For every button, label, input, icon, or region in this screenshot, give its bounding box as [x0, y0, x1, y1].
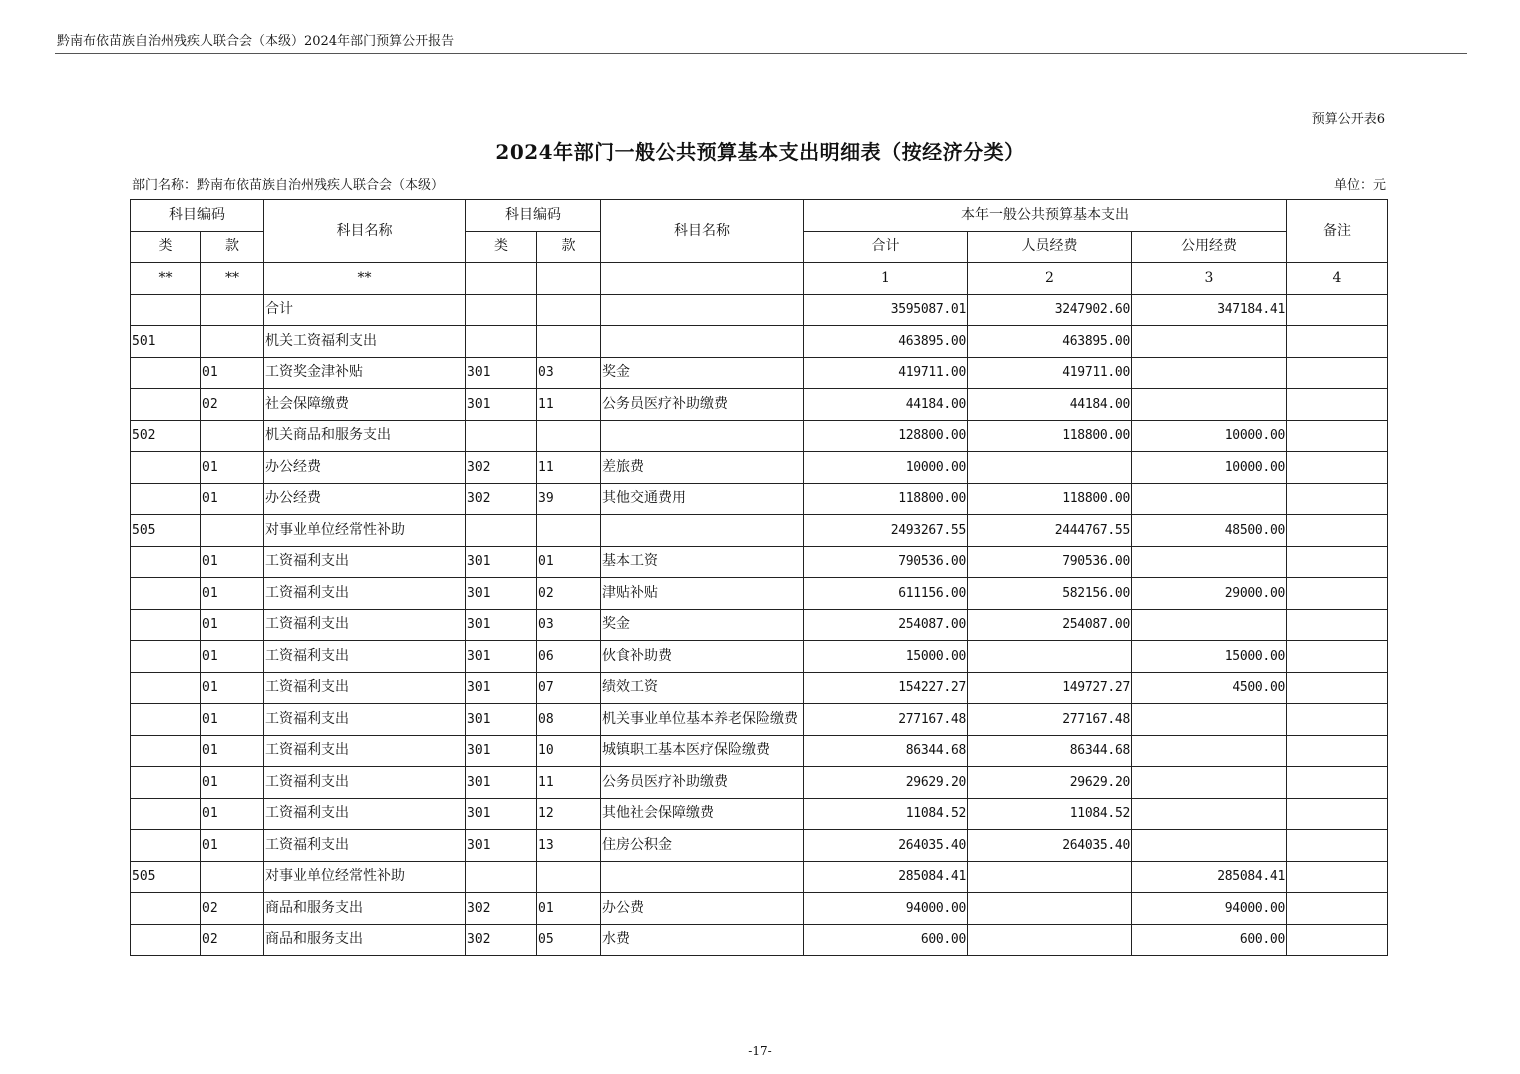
- table-row: [131, 861, 1388, 893]
- index-cell: **: [131, 263, 201, 295]
- subject-name-cell: 工资福利支出: [264, 767, 466, 799]
- total-amount-cell: 254087.00: [804, 609, 968, 641]
- remark-cell: [1287, 798, 1388, 830]
- econ-subject-name-cell: 奖金: [601, 357, 804, 389]
- public-amount-cell: [1132, 735, 1287, 767]
- category-code-cell: [131, 294, 201, 326]
- section-code-cell: 01: [201, 357, 264, 389]
- econ-category-code-cell: 301: [466, 735, 537, 767]
- public-amount-cell: 94000.00: [1132, 893, 1287, 925]
- total-amount-cell: 285084.41: [804, 861, 968, 893]
- econ-category-code-cell: 301: [466, 672, 537, 704]
- budget-table: [130, 199, 1388, 956]
- econ-section-code-cell: 05: [537, 924, 601, 956]
- econ-section-code-cell: 13: [537, 830, 601, 862]
- personnel-amount-cell: 11084.52: [968, 798, 1132, 830]
- category-code-cell: 505: [131, 515, 201, 547]
- table-row: [131, 515, 1388, 547]
- remark-cell: [1287, 767, 1388, 799]
- col-code-group: 科目编码: [131, 200, 264, 232]
- total-amount-cell: 118800.00: [804, 483, 968, 515]
- econ-subject-name-cell: 机关事业单位基本养老保险缴费: [601, 704, 804, 736]
- econ-section-code-cell: 07: [537, 672, 601, 704]
- section-code-cell: 02: [201, 893, 264, 925]
- total-amount-cell: 3595087.01: [804, 294, 968, 326]
- section-code-cell: [201, 515, 264, 547]
- subject-name-cell: 工资福利支出: [264, 672, 466, 704]
- category-code-cell: [131, 546, 201, 578]
- page-number: -17-: [748, 1044, 772, 1058]
- index-cell: [601, 263, 804, 295]
- subject-name-cell: 工资福利支出: [264, 735, 466, 767]
- table-row: [131, 672, 1388, 704]
- subject-name-cell: 工资福利支出: [264, 546, 466, 578]
- index-cell: **: [264, 263, 466, 295]
- public-amount-cell: [1132, 767, 1287, 799]
- econ-section-code-cell: [537, 861, 601, 893]
- econ-subject-name-cell: 水费: [601, 924, 804, 956]
- remark-cell: [1287, 326, 1388, 358]
- remark-cell: [1287, 830, 1388, 862]
- personnel-amount-cell: 118800.00: [968, 483, 1132, 515]
- public-amount-cell: 285084.41: [1132, 861, 1287, 893]
- public-amount-cell: [1132, 357, 1287, 389]
- table-row: [131, 483, 1388, 515]
- remark-cell: [1287, 452, 1388, 484]
- econ-section-code-cell: [537, 326, 601, 358]
- econ-section-code-cell: 10: [537, 735, 601, 767]
- personnel-amount-cell: 44184.00: [968, 389, 1132, 421]
- table-row: [131, 704, 1388, 736]
- remark-cell: [1287, 546, 1388, 578]
- personnel-amount-cell: [968, 924, 1132, 956]
- personnel-amount-cell: [968, 861, 1132, 893]
- index-cell: **: [201, 263, 264, 295]
- econ-category-code-cell: 301: [466, 830, 537, 862]
- public-amount-cell: 48500.00: [1132, 515, 1287, 547]
- index-cell: [466, 263, 537, 295]
- total-amount-cell: 15000.00: [804, 641, 968, 673]
- personnel-amount-cell: 419711.00: [968, 357, 1132, 389]
- category-code-cell: [131, 483, 201, 515]
- category-code-cell: [131, 767, 201, 799]
- personnel-amount-cell: 29629.20: [968, 767, 1132, 799]
- category-code-cell: [131, 609, 201, 641]
- econ-category-code-cell: 301: [466, 704, 537, 736]
- col-expense-group: 本年一般公共预算基本支出: [804, 200, 1287, 232]
- header-divider: [55, 53, 1467, 54]
- remark-cell: [1287, 578, 1388, 610]
- personnel-amount-cell: 2444767.55: [968, 515, 1132, 547]
- subject-name-cell: 工资福利支出: [264, 578, 466, 610]
- personnel-amount-cell: [968, 641, 1132, 673]
- econ-section-code-cell: 39: [537, 483, 601, 515]
- section-code-cell: 01: [201, 483, 264, 515]
- table-row: [131, 420, 1388, 452]
- category-code-cell: [131, 357, 201, 389]
- personnel-amount-cell: 86344.68: [968, 735, 1132, 767]
- public-amount-cell: 10000.00: [1132, 452, 1287, 484]
- table-row: [131, 578, 1388, 610]
- econ-section-code-cell: 08: [537, 704, 601, 736]
- subject-name-cell: 工资奖金津补贴: [264, 357, 466, 389]
- col-econ-name: 科目名称: [601, 200, 804, 263]
- document-header: 黔南布依苗族自治州残疾人联合会（本级）2024年部门预算公开报告: [57, 34, 455, 49]
- total-amount-cell: 86344.68: [804, 735, 968, 767]
- col-econ-category: 类: [466, 231, 537, 263]
- econ-category-code-cell: 301: [466, 389, 537, 421]
- category-code-cell: [131, 641, 201, 673]
- total-amount-cell: 128800.00: [804, 420, 968, 452]
- section-code-cell: 01: [201, 704, 264, 736]
- econ-category-code-cell: 301: [466, 767, 537, 799]
- col-econ-code-group: 科目编码: [466, 200, 601, 232]
- section-code-cell: 02: [201, 924, 264, 956]
- econ-section-code-cell: 12: [537, 798, 601, 830]
- subject-name-cell: 商品和服务支出: [264, 924, 466, 956]
- remark-cell: [1287, 515, 1388, 547]
- public-amount-cell: 29000.00: [1132, 578, 1287, 610]
- econ-subject-name-cell: 城镇职工基本医疗保险缴费: [601, 735, 804, 767]
- section-code-cell: [201, 326, 264, 358]
- econ-subject-name-cell: 其他社会保障缴费: [601, 798, 804, 830]
- personnel-amount-cell: 118800.00: [968, 420, 1132, 452]
- table-row: [131, 294, 1388, 326]
- public-amount-cell: [1132, 798, 1287, 830]
- category-code-cell: [131, 893, 201, 925]
- personnel-amount-cell: 149727.27: [968, 672, 1132, 704]
- subject-name-cell: 对事业单位经常性补助: [264, 861, 466, 893]
- public-amount-cell: 10000.00: [1132, 420, 1287, 452]
- table-row: [131, 830, 1388, 862]
- section-code-cell: 02: [201, 389, 264, 421]
- econ-section-code-cell: [537, 420, 601, 452]
- econ-subject-name-cell: [601, 861, 804, 893]
- remark-cell: [1287, 357, 1388, 389]
- subject-name-cell: 社会保障缴费: [264, 389, 466, 421]
- table-title: 2024年部门一般公共预算基本支出明细表（按经济分类）: [495, 140, 1025, 164]
- category-code-cell: 501: [131, 326, 201, 358]
- index-cell: 2: [968, 263, 1132, 295]
- econ-category-code-cell: 301: [466, 357, 537, 389]
- econ-section-code-cell: 06: [537, 641, 601, 673]
- econ-subject-name-cell: 其他交通费用: [601, 483, 804, 515]
- table-row: [131, 924, 1388, 956]
- table-row: [131, 546, 1388, 578]
- econ-section-code-cell: 01: [537, 546, 601, 578]
- category-code-cell: 505: [131, 861, 201, 893]
- personnel-amount-cell: 3247902.60: [968, 294, 1132, 326]
- subject-name-cell: 办公经费: [264, 452, 466, 484]
- category-code-cell: [131, 798, 201, 830]
- econ-subject-name-cell: 奖金: [601, 609, 804, 641]
- econ-category-code-cell: 301: [466, 609, 537, 641]
- econ-subject-name-cell: 津贴补贴: [601, 578, 804, 610]
- total-amount-cell: 463895.00: [804, 326, 968, 358]
- remark-cell: [1287, 735, 1388, 767]
- personnel-amount-cell: [968, 452, 1132, 484]
- col-section: 款: [201, 231, 264, 263]
- econ-category-code-cell: [466, 326, 537, 358]
- section-code-cell: 01: [201, 830, 264, 862]
- table-row: [131, 452, 1388, 484]
- col-public: 公用经费: [1132, 231, 1287, 263]
- subject-name-cell: 机关工资福利支出: [264, 326, 466, 358]
- remark-cell: [1287, 704, 1388, 736]
- public-amount-cell: [1132, 326, 1287, 358]
- col-total: 合计: [804, 231, 968, 263]
- section-code-cell: 01: [201, 578, 264, 610]
- public-amount-cell: 15000.00: [1132, 641, 1287, 673]
- section-code-cell: 01: [201, 641, 264, 673]
- total-amount-cell: 29629.20: [804, 767, 968, 799]
- econ-subject-name-cell: 差旅费: [601, 452, 804, 484]
- subject-name-cell: 工资福利支出: [264, 609, 466, 641]
- table-row: [131, 735, 1388, 767]
- personnel-amount-cell: 790536.00: [968, 546, 1132, 578]
- category-code-cell: [131, 735, 201, 767]
- category-code-cell: [131, 672, 201, 704]
- public-amount-cell: [1132, 704, 1287, 736]
- col-personnel: 人员经费: [968, 231, 1132, 263]
- category-code-cell: [131, 452, 201, 484]
- total-amount-cell: 264035.40: [804, 830, 968, 862]
- remark-cell: [1287, 420, 1388, 452]
- public-amount-cell: 4500.00: [1132, 672, 1287, 704]
- subject-name-cell: 商品和服务支出: [264, 893, 466, 925]
- econ-subject-name-cell: [601, 515, 804, 547]
- personnel-amount-cell: [968, 893, 1132, 925]
- remark-cell: [1287, 641, 1388, 673]
- econ-subject-name-cell: [601, 326, 804, 358]
- total-amount-cell: 94000.00: [804, 893, 968, 925]
- category-code-cell: [131, 830, 201, 862]
- econ-category-code-cell: 302: [466, 893, 537, 925]
- econ-section-code-cell: [537, 515, 601, 547]
- subject-name-cell: 合计: [264, 294, 466, 326]
- remark-cell: [1287, 672, 1388, 704]
- index-cell: 1: [804, 263, 968, 295]
- remark-cell: [1287, 861, 1388, 893]
- table-row: [131, 326, 1388, 358]
- section-code-cell: 01: [201, 767, 264, 799]
- subject-name-cell: 工资福利支出: [264, 798, 466, 830]
- section-code-cell: [201, 294, 264, 326]
- personnel-amount-cell: 264035.40: [968, 830, 1132, 862]
- index-cell: [537, 263, 601, 295]
- table-row: [131, 893, 1388, 925]
- category-code-cell: [131, 389, 201, 421]
- table-row: [131, 389, 1388, 421]
- table-row: [131, 767, 1388, 799]
- section-code-cell: 01: [201, 672, 264, 704]
- index-cell: 4: [1287, 263, 1388, 295]
- econ-section-code-cell: 02: [537, 578, 601, 610]
- table-row: [131, 609, 1388, 641]
- remark-cell: [1287, 609, 1388, 641]
- subject-name-cell: 工资福利支出: [264, 641, 466, 673]
- public-amount-cell: 347184.41: [1132, 294, 1287, 326]
- econ-category-code-cell: [466, 515, 537, 547]
- econ-section-code-cell: 11: [537, 767, 601, 799]
- public-amount-cell: [1132, 830, 1287, 862]
- econ-subject-name-cell: 办公费: [601, 893, 804, 925]
- table-number: 预算公开表6: [1311, 112, 1385, 127]
- econ-section-code-cell: [537, 294, 601, 326]
- econ-category-code-cell: 301: [466, 578, 537, 610]
- category-code-cell: [131, 924, 201, 956]
- section-code-cell: [201, 420, 264, 452]
- remark-cell: [1287, 893, 1388, 925]
- category-code-cell: [131, 578, 201, 610]
- public-amount-cell: [1132, 483, 1287, 515]
- index-row: [131, 263, 1388, 295]
- total-amount-cell: 44184.00: [804, 389, 968, 421]
- econ-section-code-cell: 01: [537, 893, 601, 925]
- subject-name-cell: 工资福利支出: [264, 830, 466, 862]
- section-code-cell: 01: [201, 798, 264, 830]
- currency-unit: 单位：元: [1333, 178, 1386, 193]
- total-amount-cell: 2493267.55: [804, 515, 968, 547]
- total-amount-cell: 600.00: [804, 924, 968, 956]
- table-row: [131, 798, 1388, 830]
- section-code-cell: 01: [201, 452, 264, 484]
- total-amount-cell: 11084.52: [804, 798, 968, 830]
- econ-category-code-cell: 302: [466, 452, 537, 484]
- section-code-cell: 01: [201, 735, 264, 767]
- econ-category-code-cell: 302: [466, 924, 537, 956]
- econ-subject-name-cell: [601, 420, 804, 452]
- subject-name-cell: 对事业单位经常性补助: [264, 515, 466, 547]
- col-category: 类: [131, 231, 201, 263]
- table-row: [131, 357, 1388, 389]
- public-amount-cell: [1132, 389, 1287, 421]
- section-code-cell: [201, 861, 264, 893]
- index-cell: 3: [1132, 263, 1287, 295]
- col-name: 科目名称: [264, 200, 466, 263]
- public-amount-cell: 600.00: [1132, 924, 1287, 956]
- econ-section-code-cell: 11: [537, 452, 601, 484]
- econ-category-code-cell: 301: [466, 641, 537, 673]
- econ-category-code-cell: [466, 861, 537, 893]
- personnel-amount-cell: 277167.48: [968, 704, 1132, 736]
- section-code-cell: 01: [201, 609, 264, 641]
- econ-category-code-cell: 301: [466, 798, 537, 830]
- total-amount-cell: 611156.00: [804, 578, 968, 610]
- remark-cell: [1287, 294, 1388, 326]
- header-row-1: [131, 200, 1388, 232]
- econ-section-code-cell: 03: [537, 357, 601, 389]
- remark-cell: [1287, 924, 1388, 956]
- public-amount-cell: [1132, 546, 1287, 578]
- econ-category-code-cell: 301: [466, 546, 537, 578]
- personnel-amount-cell: 254087.00: [968, 609, 1132, 641]
- econ-category-code-cell: [466, 420, 537, 452]
- personnel-amount-cell: 582156.00: [968, 578, 1132, 610]
- subject-name-cell: 办公经费: [264, 483, 466, 515]
- category-code-cell: 502: [131, 420, 201, 452]
- remark-cell: [1287, 389, 1388, 421]
- total-amount-cell: 790536.00: [804, 546, 968, 578]
- col-econ-section: 款: [537, 231, 601, 263]
- econ-category-code-cell: 302: [466, 483, 537, 515]
- econ-section-code-cell: 11: [537, 389, 601, 421]
- subject-name-cell: 机关商品和服务支出: [264, 420, 466, 452]
- col-remark: 备注: [1287, 200, 1388, 263]
- econ-category-code-cell: [466, 294, 537, 326]
- econ-subject-name-cell: 住房公积金: [601, 830, 804, 862]
- category-code-cell: [131, 704, 201, 736]
- section-code-cell: 01: [201, 546, 264, 578]
- personnel-amount-cell: 463895.00: [968, 326, 1132, 358]
- total-amount-cell: 277167.48: [804, 704, 968, 736]
- total-amount-cell: 10000.00: [804, 452, 968, 484]
- table-row: [131, 641, 1388, 673]
- econ-subject-name-cell: 绩效工资: [601, 672, 804, 704]
- department-name: 部门名称：黔南布依苗族自治州残疾人联合会（本级）: [132, 178, 445, 193]
- econ-section-code-cell: 03: [537, 609, 601, 641]
- econ-subject-name-cell: 公务员医疗补助缴费: [601, 767, 804, 799]
- remark-cell: [1287, 483, 1388, 515]
- public-amount-cell: [1132, 609, 1287, 641]
- total-amount-cell: 419711.00: [804, 357, 968, 389]
- subject-name-cell: 工资福利支出: [264, 704, 466, 736]
- econ-subject-name-cell: 基本工资: [601, 546, 804, 578]
- econ-subject-name-cell: 伙食补助费: [601, 641, 804, 673]
- econ-subject-name-cell: [601, 294, 804, 326]
- total-amount-cell: 154227.27: [804, 672, 968, 704]
- econ-subject-name-cell: 公务员医疗补助缴费: [601, 389, 804, 421]
